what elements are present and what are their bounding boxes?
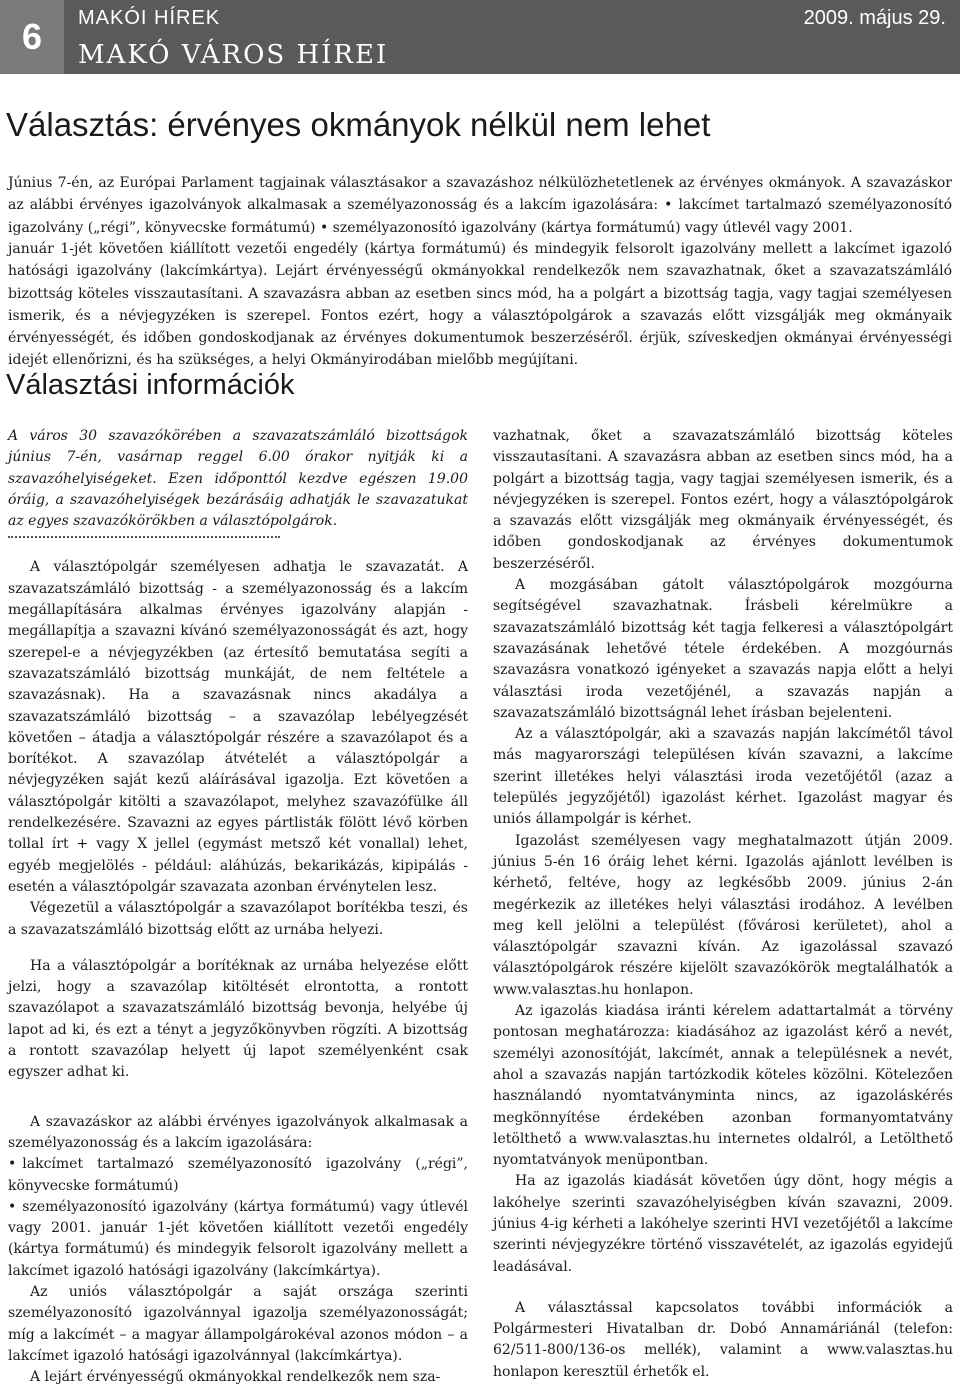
intro-paragraph: A város 30 szavazókörében a szavazatszámláló bizottságok június 7-én, vasárnap reggel 6.00 órakor nyitják ki a szavazóhelyiségeket. Ezen időponttól kezdve egészen 19.00 óráig, a szavazóhelyiségek bezárásáig adhatják le szavazatukat az egyes szavazókörökben a választópolgárok. bbox=[8, 428, 468, 530]
body-paragraph: A mozgásában gátolt választópolgárok mozgóurna segítségével szavazhatnak. Írásbeli kérelmükre a szavazatszámláló bizottság két tagja felkeresi a választópolgárt szavazásának lehetővé tétele érdekében. A mozgóurnás szavazásra vonatkozó igényeket a szavazás napja előtt a helyi választási iroda vezetőjénél, a szavazás napján a szavazatszámláló bizottságnál lehet írásban bejelenteni. bbox=[493, 577, 953, 721]
body-paragraph: A szavazáskor az alábbi érvényes igazolványok alkalmasak a személyazonosság és a lakcím igazolására: bbox=[8, 1113, 468, 1151]
body-paragraph: Ha a választópolgár a borítéknak az urnába helyezése előtt jelzi, hogy a szavazólap kitöltését elrontotta, a rontott szavazólapot a szavazatszámláló bizottság bevonja, helyébe új lapot ad ki, és ezt a tényt a jegyzőkönyvben rögzíti. A bizottság a rontott szavazólap helyett új lapot személyenként csak egyszer adhat ki. bbox=[8, 957, 468, 1081]
page-number: 6 bbox=[0, 0, 64, 74]
body-paragraph: Az igazolás kiadása iránti kérelem adattartalmát a törvény pontosan meghatározza: kiadásához az igazolást kérő a nevét, személyi azonosítóját, lakcímét, annak a településnek a nevét, ahol a szavazás napján tartózkodik köteles közölni. Kötelezően használandó nyomtatványminta nincs, az igazoláskérés megkönnyítése érdekében azonban formanyomtatvány letölthető a www.valasztas.hu internetes oldalról, a Letölthető nyomtatványok menüpontban. bbox=[493, 1003, 953, 1169]
contact-paragraph: A választással kapcsolatos további információk a Polgármesteri Hivatalban dr. Dobó Annamáriánál (telefon: 62/511-800/136-os mellék), valamint a www.valasztas.hu honlapon keresztül érhetők el. bbox=[493, 1299, 953, 1380]
band-title: MAKÓ VÁROS HÍREI bbox=[78, 40, 389, 70]
bullet-icon: • bbox=[8, 1156, 17, 1173]
id-list bbox=[8, 1154, 468, 1282]
body-paragraph: Az uniós választópolgár a saját országa szerinti személyazonosító igazolvánnyal igazolja személyazonosságát; míg a lakcímét – a magyar állampolgárokéval azonos módon – a lakcímet igazoló hatósági igazolvánnyal (lakcímkártya). bbox=[8, 1283, 468, 1364]
section-label: MAKÓI HÍREK bbox=[78, 7, 221, 29]
body-paragraph: Ha az igazolás kiadását követően úgy dönt, hogy mégis a lakóhelye szerinti szavazóhelyiségben kíván szavazni, 2009. június 4-ig kérheti a lakóhelye szerinti HVI vezetőjétől a lakcíme szerinti névjegyzékre történő visszavételét, az igazolás egyidejű leadásával. bbox=[493, 1173, 953, 1275]
bullet-icon: • bbox=[8, 1198, 17, 1215]
header-band bbox=[64, 0, 960, 74]
section-heading: Választási információk bbox=[6, 369, 295, 401]
article-headline: Választás: érvényes okmányok nélkül nem lehet bbox=[6, 106, 711, 143]
right-column bbox=[493, 426, 953, 1383]
list-item: • személyazonosító igazolvány (kártya formátumú) vagy útlevél vagy 2001. január 1-jét követően kiállított vezetői engedély (kártya formátumú) és mindegyik felsorolt igazolvány mellett a lakcímet igazoló hatósági igazolvány (lakcímkártya). bbox=[8, 1198, 468, 1279]
lead-paragraph: Június 7-én, az Európai Parlament tagjainak választásakor a szavazáshoz nélkülözhetetlenek az érvényes okmányok. A szavazáskor az alábbi érvényes igazolványok alkalmasak a személyazonosság és a lakcím igazolására: • lakcímet tartalmazó személyazonosító igazolvány („régi”, könyvecske formátumú) • személyazonosító igazolvány (kártya formátumú) vagy útlevél vagy 2001. bbox=[8, 175, 952, 236]
list-item: • lakcímet tartalmazó személyazonosító igazolvány („régi”, könyvecske formátumú) bbox=[8, 1156, 468, 1194]
body-paragraph: A választópolgár személyesen adhatja le szavazatát. A szavazatszámláló bizottság - a személyazonosság és a lakcím megállapítására alkalmas érvényes igazolvány alapján - megállapítja a szavazni kívánó személyazonosságát és azt, hogy szerepel-e a névjegyzékben (az értesítő bemutatása segíti a szavazatszámláló bizottság munkáját, de nem feltétele a szavazásnak). Ha a szavazásnak nincs akadálya a szavazatszámláló bizottság – a szavazólap lebélyegzését követően – átadja a választópolgár részére a szavazólapot és a borítékot. A szavazólap átvételét a választópolgár a névjegyzéken saját kezű aláírásával igazolja. Ezt követően a választópolgár kitölti a szavazólapot, melyhez szavazófülke áll rendelkezésére. Szavazni az egyes pártlisták fölött lévő körben tollal írt + vagy X jellel (egymást metsző két vonallal) lehet, egyéb megjelölés - például: aláhúzás, bekarikázás, kipipálás - esetén a választópolgár szavazata azonban érvénytelen lesz. bbox=[8, 559, 468, 895]
body-paragraph: Az a választópolgár, aki a szavazás napján lakcímétől távol más magyarországi településen kíván szavazni, a lakcíme szerint illetékes helyi választási iroda vezetőjétől (azaz a település jegyzőjétől) igazolást kérhet. Igazolást magyar és uniós állampolgár is kérhet. bbox=[493, 726, 953, 828]
body-paragraph: Igazolást személyesen vagy meghatalmazott útján 2009. június 5-én 16 óráig lehet kérni. Igazolás ajánlott levélben is kérhető, feltéve, hogy az legkésőbb 2009. június 2-án megérkezik az illetékes helyi választási irodához. A levélben meg kell jelölni a települést (fővárosi kerületet), ahol a választópolgár szavazni kíván. Az igazolással szavazó választópolgárok részére kijelölt szavazókörök megtalálhatók a www.valasztas.hu honlapon. bbox=[493, 832, 953, 998]
issue-date: 2009. május 29. bbox=[803, 7, 946, 29]
left-column bbox=[8, 426, 468, 1388]
body-paragraph: vazhatnak, őket a szavazatszámláló bizottság köteles visszautasítani. A szavazásra abban az esetben sincs mód, ha a polgárt a bizottság tagja, vagy tagjai személyesen ismerik, és a névjegyzéken is szerepel. Fontos ezért, hogy a választópolgárok a szavazás előtt vizsgálják meg okmányaik érvényességét, és időben gondoskodjanak az érvényes dokumentumok beszerzéséről. bbox=[493, 428, 953, 572]
dotted-divider bbox=[8, 532, 280, 538]
body-paragraph: A lejárt érvényességű okmányokkal rendelkezők nem sza- bbox=[30, 1369, 441, 1386]
body-paragraph: Végezetül a választópolgár a szavazólapot borítékba teszi, és a szavazatszámláló bizottság előtt az urnába helyezi. bbox=[8, 900, 468, 938]
lead-paragraph-continued: január 1-jét követően kiállított vezetői engedély (kártya formátumú) és mindegyik felsorolt igazolvány mellett a lakcímet igazoló hatósági igazolvány (lakcímkártya). Lejárt érvényességű okmányokkal rendelkezők nem szavazhatnak, őket a szavazatszámláló bizottság köteles visszautasítani. A szavazásra abban az esetben sincs mód, ha a polgárt a bizottság tagja, vagy tagjai személyesen ismerik, és a névjegyzéken is szerepel. Fontos ezért, hogy a választópolgárok a szavazás előtt vizsgálják meg okmányaik érvényességét, és időben gondoskodjanak az érvényes dokumentumok beszerzéséről. érjük, szíveskedjen okmányai érvényességi idejét ellenőrizni, és ha szükséges, a helyi Okmányirodában mielőbb megújítani. bbox=[8, 241, 952, 369]
